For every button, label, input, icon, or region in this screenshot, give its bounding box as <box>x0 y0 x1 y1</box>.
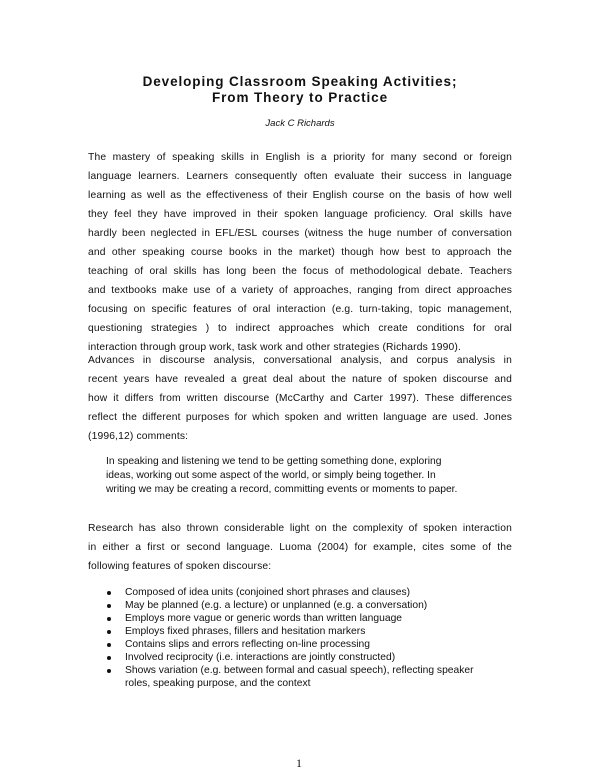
paragraph-2-line: (1996,12) comments: <box>88 431 189 442</box>
bullet-icon <box>107 617 111 621</box>
bullet-icon <box>107 643 111 647</box>
bullet-text: Shows variation (e.g. between formal and casual speech), reflecting speaker <box>125 665 474 676</box>
paragraph-1-line: teaching of oral skills has long been the focus of methodological debate. Teachers <box>88 266 512 277</box>
paragraph-2-line: reflect the different purposes for which spoken and written language are used. Jones <box>88 412 512 423</box>
document-title-line-1: Developing Classroom Speaking Activities; <box>142 74 458 89</box>
paragraph-1-line: questioning strategies ) to indirect approaches which create conditions for oral <box>88 323 512 334</box>
bullet-icon <box>107 630 111 634</box>
page-number: 1 <box>296 756 302 770</box>
block-quote-line: writing we may be creating a record, committing events or moments to paper. <box>106 484 458 495</box>
bullet-text: Employs more vague or generic words than written language <box>125 613 403 624</box>
bullet-text: roles, speaking purpose, and the context <box>125 678 311 689</box>
paragraph-1-line: and other speaking course books in the market) though how best to approach the <box>88 247 512 258</box>
bullet-text: Employs fixed phrases, fillers and hesitation markers <box>125 626 366 637</box>
paragraph-3-line: following features of spoken discourse: <box>88 561 272 572</box>
bullet-icon <box>107 604 111 608</box>
paragraph-1-line: learning as well as the effectiveness of their English course on the basis of how well <box>88 190 512 201</box>
bullet-icon <box>107 669 111 673</box>
paragraph-1-line: focusing on specific features of oral interaction (e.g. turn-taking, topic management, <box>88 304 512 315</box>
document-author: Jack C Richards <box>265 118 335 129</box>
bullet-icon <box>107 591 111 595</box>
paragraph-1-line: hardly been neglected in EFL/ESL courses (witness the huge number of conversation <box>88 228 512 239</box>
bullet-text: May be planned (e.g. a lecture) or unplanned (e.g. a conversation) <box>125 600 428 611</box>
paragraph-2-line: recent years have revealed a great deal about the nature of spoken discourse and <box>88 374 512 385</box>
paragraph-1-line: they feel they have improved in their spoken language proficiency. Oral skills have <box>88 209 512 220</box>
bullet-text: Contains slips and errors reflecting on-line processing <box>125 639 370 650</box>
bullet-text: Composed of idea units (conjoined short phrases and clauses) <box>125 587 411 598</box>
block-quote-line: In speaking and listening we tend to be getting something done, exploring <box>106 456 442 467</box>
paragraph-3-line: Research has also thrown considerable light on the complexity of spoken interaction <box>88 523 512 534</box>
paragraph-1-line: language learners. Learners consequently often evaluate their success in language <box>88 171 512 182</box>
paragraph-2-line: how it differs from written discourse (McCarthy and Carter 1997). These differences <box>88 393 512 404</box>
block-quote-line: ideas, working out some aspect of the world, or simply being together. In <box>106 470 436 481</box>
paragraph-1-line: and textbooks make use of a variety of approaches, ranging from direct approaches <box>88 285 512 296</box>
bullet-text: Involved reciprocity (i.e. interactions are jointly constructed) <box>125 652 396 663</box>
paragraph-2-line: Advances in discourse analysis, conversational analysis, and corpus analysis in <box>88 355 512 366</box>
paragraph-1-line: The mastery of speaking skills in English is a priority for many second or foreign <box>88 152 512 163</box>
document-title-line-2: From Theory to Practice <box>212 90 388 105</box>
paragraph-1-line: interaction through group work, task work and other strategies (Richards 1990). <box>88 342 461 353</box>
paragraph-3-line: in either a first or second language. Luoma (2004) for example, cites some of the <box>88 542 512 553</box>
bullet-icon <box>107 656 111 660</box>
